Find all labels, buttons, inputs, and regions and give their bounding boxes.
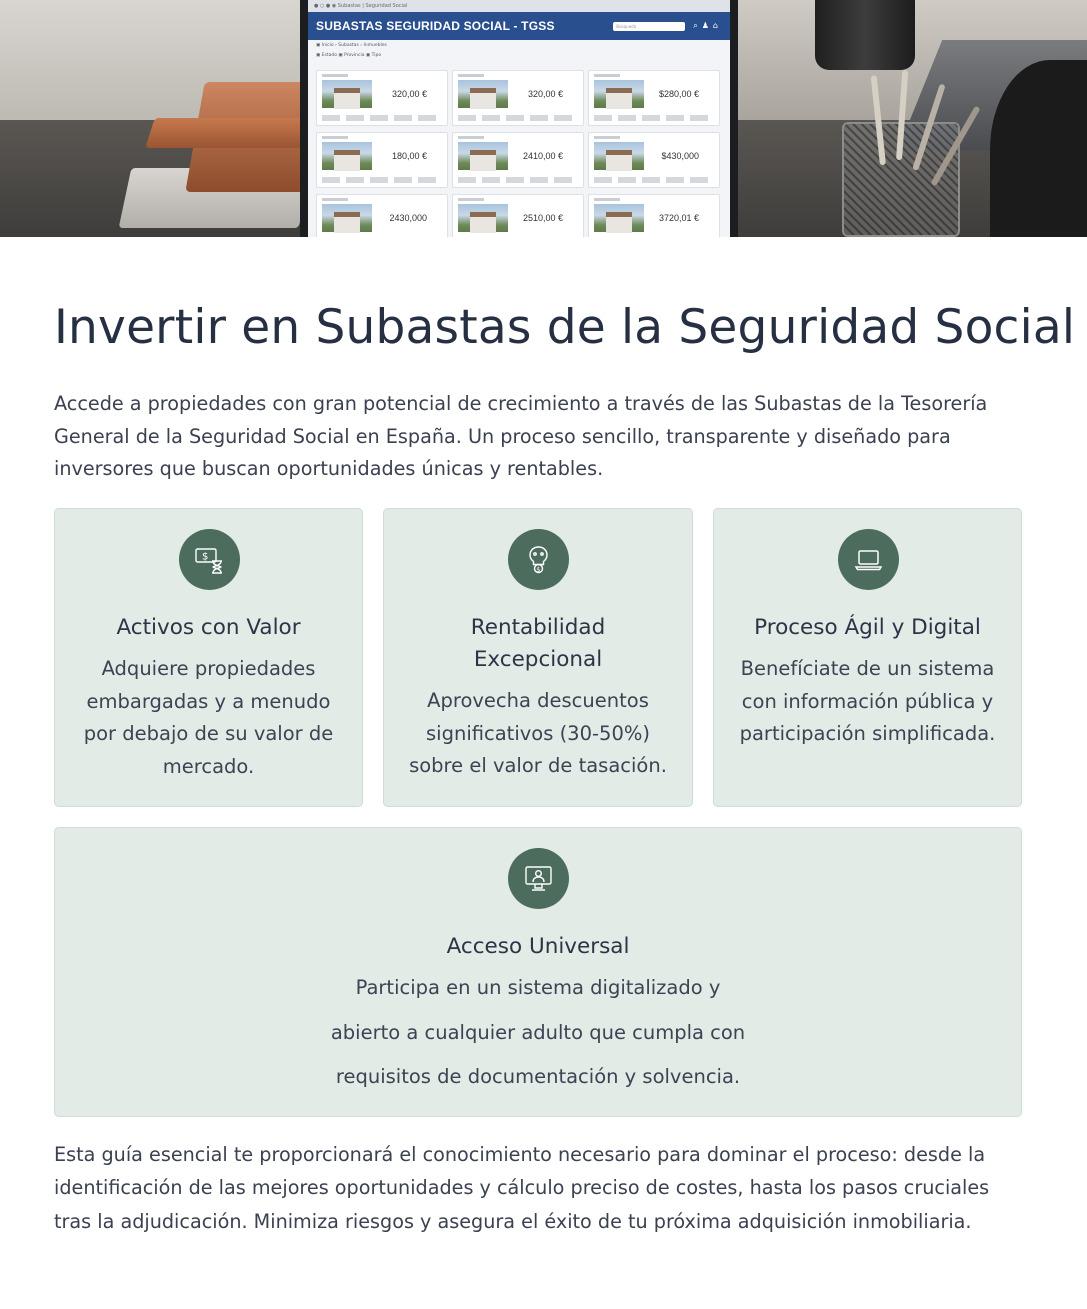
feature-card-description xyxy=(714,653,1021,751)
feature-card-proceso xyxy=(713,508,1022,807)
feature-card-rentabilidad xyxy=(383,508,693,807)
listing-photo xyxy=(458,142,508,170)
intro-line: Accede a propiedades con gran potencial de crecimiento a través de las Subastas de la Tesorería xyxy=(54,392,988,415)
listing-card xyxy=(588,70,720,126)
feature-card-desc-line: Benefíciate de un sistema xyxy=(740,657,995,680)
feature-card-desc-line: abierto a cualquier adulto que cumpla con xyxy=(330,1020,746,1044)
site-title: SUBASTAS SEGURIDAD SOCIAL - TGSS xyxy=(316,19,555,33)
listing-price: $430,000 xyxy=(661,151,699,161)
outro-paragraph xyxy=(54,1138,1029,1238)
hero-folder-top xyxy=(145,118,315,148)
feature-card-description xyxy=(384,685,692,783)
browser-bar: ● ○ ● ◉ Subastas | Seguridad Social xyxy=(308,0,730,12)
feature-card-title-line: Acceso Universal xyxy=(446,934,630,959)
listing-price: 3720,01 € xyxy=(658,213,699,223)
listing-card xyxy=(452,194,584,237)
hero-image xyxy=(0,0,1087,237)
feature-card-title-line: Proceso Ágil y Digital xyxy=(754,615,981,640)
listing-card xyxy=(316,132,448,188)
listing-photo xyxy=(322,142,372,170)
feature-card-desc-line: sobre el valor de tasación. xyxy=(409,754,667,777)
intro-line: inversores que buscan oportunidades únicas y rentables. xyxy=(54,457,604,480)
feature-card-desc-line: significativos (30-50%) xyxy=(426,721,650,745)
site-filters: ▣ Estado ▣ Provincia ▣ Tipo xyxy=(316,53,382,58)
listing-photo xyxy=(458,80,508,108)
listing-price: 320,00 € xyxy=(527,89,563,99)
outro-line: identificación de las mejores oportunidades y cálculo preciso de costes, hasta los pasos cruciales xyxy=(54,1176,990,1200)
outro-line: Esta guía esencial te proporcionará el conocimiento necesario para dominar el proceso: desde la xyxy=(54,1143,986,1166)
feature-card-desc-line: requisitos de documentación y solvencia. xyxy=(335,1065,741,1088)
feature-card-desc-line: por debajo de su valor de xyxy=(83,722,334,745)
listing-price: 2510,00 € xyxy=(522,213,563,223)
listing-card xyxy=(316,194,448,237)
hero-mug xyxy=(815,0,915,70)
feature-card-acceso xyxy=(54,827,1022,1117)
lightbulb-money-icon xyxy=(508,529,569,590)
listing-photo xyxy=(322,80,372,108)
site-header-icons: ⌕♟⌂ xyxy=(693,21,722,30)
feature-card-desc-line: participación simplificada. xyxy=(739,722,996,745)
listing-card xyxy=(588,132,720,188)
hero-laptop-screen xyxy=(300,0,738,237)
listing-price: 180,00 € xyxy=(391,151,427,161)
feature-card-title-line: Excepcional xyxy=(473,647,603,672)
feature-card-title-line: Rentabilidad xyxy=(470,615,606,640)
site-search-input: Búsqueda xyxy=(613,22,685,31)
outro-line: tras la adjudicación. Minimiza riesgos y asegura el éxito de tu próxima adquisición inmobiliaria. xyxy=(54,1209,972,1233)
listing-card xyxy=(452,132,584,188)
feature-card-description xyxy=(55,966,1021,1100)
listing-photo xyxy=(594,204,644,232)
listing-card xyxy=(588,194,720,237)
listing-photo xyxy=(458,204,508,232)
feature-card-title xyxy=(714,612,1021,644)
site-breadcrumb: ▣ Inicio › Subastas › Inmuebles xyxy=(316,43,387,48)
svg-text:$: $ xyxy=(536,565,541,574)
intro-line: General de la Seguridad Social en España. Un proceso sencillo, transparente y diseñado para xyxy=(54,424,951,448)
feature-card-desc-line: Adquiere propiedades xyxy=(101,657,316,680)
listing-price: 2430,000 xyxy=(389,213,427,223)
feature-card-desc-line: embargadas y a menudo xyxy=(86,689,331,713)
feature-card-desc-line: mercado. xyxy=(162,754,255,778)
feature-card-description xyxy=(55,653,362,783)
listing-photo xyxy=(594,142,644,170)
listing-price: 320,00 € xyxy=(391,89,427,99)
page-title: Invertir en Subastas de la Seguridad Social xyxy=(54,300,1076,355)
intro-paragraph xyxy=(54,388,1014,486)
monitor-user-icon xyxy=(508,848,569,909)
money-time-icon xyxy=(179,529,240,590)
feature-card-title-line: Activos con Valor xyxy=(116,615,301,640)
listing-card xyxy=(316,70,448,126)
site-header xyxy=(308,12,730,40)
feature-card-desc-line: Aprovecha descuentos xyxy=(427,689,649,712)
feature-card-title xyxy=(384,612,692,676)
listing-price: 2410,00 € xyxy=(522,151,563,161)
listing-photo xyxy=(594,80,644,108)
laptop-icon xyxy=(838,529,899,590)
listing-photo xyxy=(322,204,372,232)
feature-card-desc-line: con información pública y xyxy=(741,689,994,713)
listing-price: $280,00 € xyxy=(658,89,699,99)
auction-website xyxy=(308,0,730,237)
svg-text:$: $ xyxy=(201,551,208,563)
feature-card-activos xyxy=(54,508,363,807)
listing-grid xyxy=(316,70,722,237)
feature-card-title xyxy=(55,931,1021,963)
listing-card xyxy=(452,70,584,126)
feature-card-title xyxy=(55,612,362,644)
feature-card-desc-line: Participa en un sistema digitalizado y xyxy=(355,976,721,999)
